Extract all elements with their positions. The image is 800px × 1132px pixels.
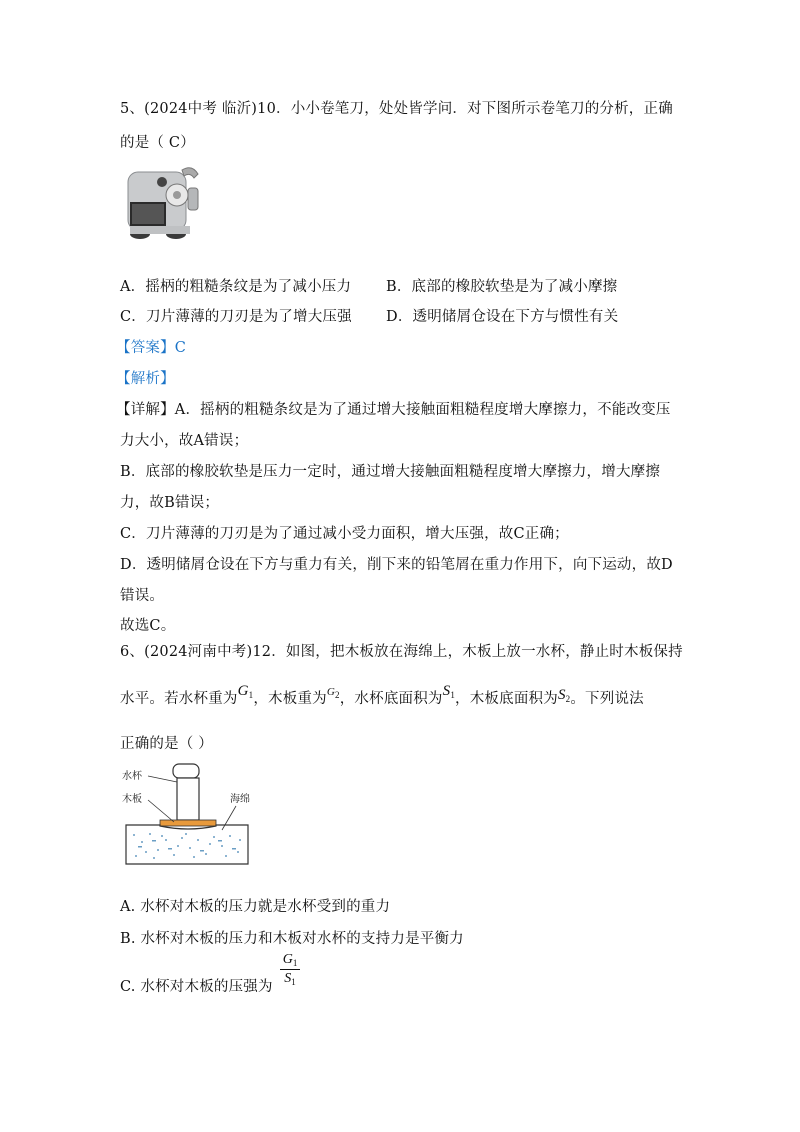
symbol-s2: $S_2$ <box>557 687 571 704</box>
q5-detail-line4: 力，故B错误； <box>120 495 220 511</box>
fraction-denominator: $S_1$ <box>284 971 296 987</box>
q5-option-c: C．刀片薄薄的刀刃是为了增大压强 <box>120 309 352 325</box>
q5-detail-line7: 错误。 <box>120 588 165 604</box>
q5-stem-line1: 5、(2024中考 临沂)10．小小卷笔刀，处处皆学问．对下图所示卷笔刀的分析，正确 <box>120 101 673 117</box>
q6-stem-part2: ，木板重为 <box>253 691 327 707</box>
q5-detail-line6: D．透明储屑仓设在下方与重力有关，削下来的铅笔屑在重力作用下，向下运动，故D <box>120 557 673 573</box>
q5-option-a: A．摇柄的粗糙条纹是为了减小压力 <box>120 279 352 295</box>
q5-detail-line3: B．底部的橡胶软垫是压力一定时，通过增大接触面粗糙程度增大摩擦力，增大摩擦 <box>120 464 661 480</box>
q6-option-c: C. 水杯对木板的压强为 <box>120 979 273 995</box>
cup-body <box>177 778 199 820</box>
fraction-numerator: $G_1$ <box>282 952 298 968</box>
q5-detail-line1: 【详解】A．摇柄的粗糙条纹是为了通过增大接触面粗糙程度增大摩擦力，不能改变压 <box>116 402 671 418</box>
q6-stem-line3: 正确的是（ ） <box>120 736 214 752</box>
q5-option-b: B．底部的橡胶软垫是为了减小摩擦 <box>386 279 618 295</box>
q5-option-d: D．透明储屑仓设在下方与惯性有关 <box>386 309 619 325</box>
q6-option-a: A. 水杯对木板的压力就是水杯受到的重力 <box>120 899 391 915</box>
q5-stem-line2: 的是（ C） <box>120 135 195 151</box>
q5-conclusion: 故选C。 <box>120 618 176 634</box>
q6-stem-line1: 6、(2024河南中考)12．如图，把木板放在海绵上，木板上放一水杯，静止时木板保持 <box>120 644 683 660</box>
q6-stem-part5: 。下列说法 <box>570 691 644 707</box>
wooden-board <box>160 820 216 826</box>
label-sponge: 海绵 <box>230 794 250 805</box>
q5-answer-label: 【答案】C <box>116 340 187 356</box>
q5-detail-line2: 力大小，故A错误； <box>120 433 249 449</box>
cup-board-sponge-diagram <box>122 760 282 870</box>
q6-stem-part1: 水平。若水杯重为 <box>120 691 238 707</box>
pressure-fraction <box>280 952 300 987</box>
cup-lid <box>173 764 199 778</box>
q5-detail-line5: C．刀片薄薄的刀刃是为了通过减小受力面积，增大压强，故C正确； <box>120 526 569 542</box>
q6-stem-part3: ，水杯底面积为 <box>339 691 443 707</box>
label-cup: 水杯 <box>122 771 142 782</box>
pencil-sharpener-image <box>122 160 204 246</box>
symbol-g1: $G_1$ <box>237 683 254 700</box>
q5-analysis-label: 【解析】 <box>116 371 175 387</box>
q6-stem-line2 <box>120 683 644 708</box>
symbol-s1: $S_1$ <box>442 683 456 700</box>
symbol-g2: G2 <box>326 686 340 700</box>
sponge <box>126 825 248 864</box>
label-board: 木板 <box>122 794 142 805</box>
q6-option-b: B. 水杯对木板的压力和木板对水杯的支持力是平衡力 <box>120 931 464 947</box>
q6-stem-part4: ，木板底面积为 <box>455 691 558 707</box>
